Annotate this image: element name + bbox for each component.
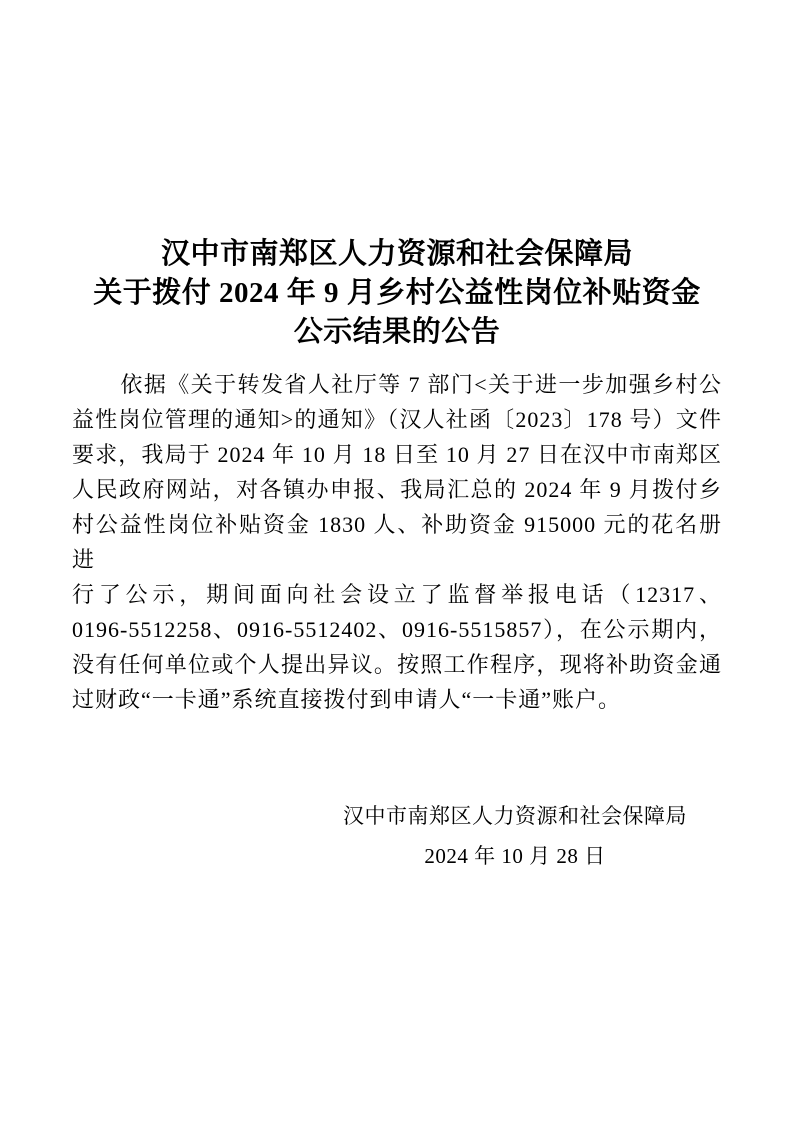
body-line: 要求，我局于 2024 年 10 月 18 日至 10 月 27 日在汉中市南郑区 <box>72 442 722 467</box>
signature-inner <box>343 796 687 876</box>
title-line-2: 关于拨付 2024 年 9 月乡村公益性岗位补贴资金 <box>93 277 701 309</box>
title-line-1: 汉中市南郑区人力资源和社会保障局 <box>160 238 633 270</box>
body-line: 依据《关于转发省人社厅等 7 部门<关于进一步加强乡村公 <box>120 372 722 397</box>
body-line: 过财政“一卡通”系统直接拨付到申请人“一卡通”账户。 <box>72 687 622 712</box>
body-line: 益性岗位管理的通知>的通知》（汉人社函〔2023〕178 号）文件 <box>72 407 722 432</box>
signature-org: 汉中市南郑区人力资源和社会保障局 <box>343 804 687 828</box>
body-line: 没有任何单位或个人提出异议。按照工作程序，现将补助资金通 <box>72 652 722 677</box>
body-line: 行了公示，期间面向社会设立了监督举报电话（12317、 <box>72 582 722 607</box>
document-title <box>72 235 722 352</box>
document-body <box>72 367 722 717</box>
signature-block <box>72 796 722 876</box>
body-line: 人民政府网站，对各镇办申报、我局汇总的 2024 年 9 月拨付乡 <box>72 477 722 502</box>
title-line-3: 公示结果的公告 <box>293 316 501 348</box>
body-line: 村公益性岗位补贴资金 1830 人、补助资金 915000 元的花名册进 <box>72 512 722 572</box>
signature-date: 2024 年 10 月 28 日 <box>424 844 606 868</box>
body-line: 0196-5512258、0916-5512402、0916-5515857），在公示期内， <box>72 617 722 642</box>
